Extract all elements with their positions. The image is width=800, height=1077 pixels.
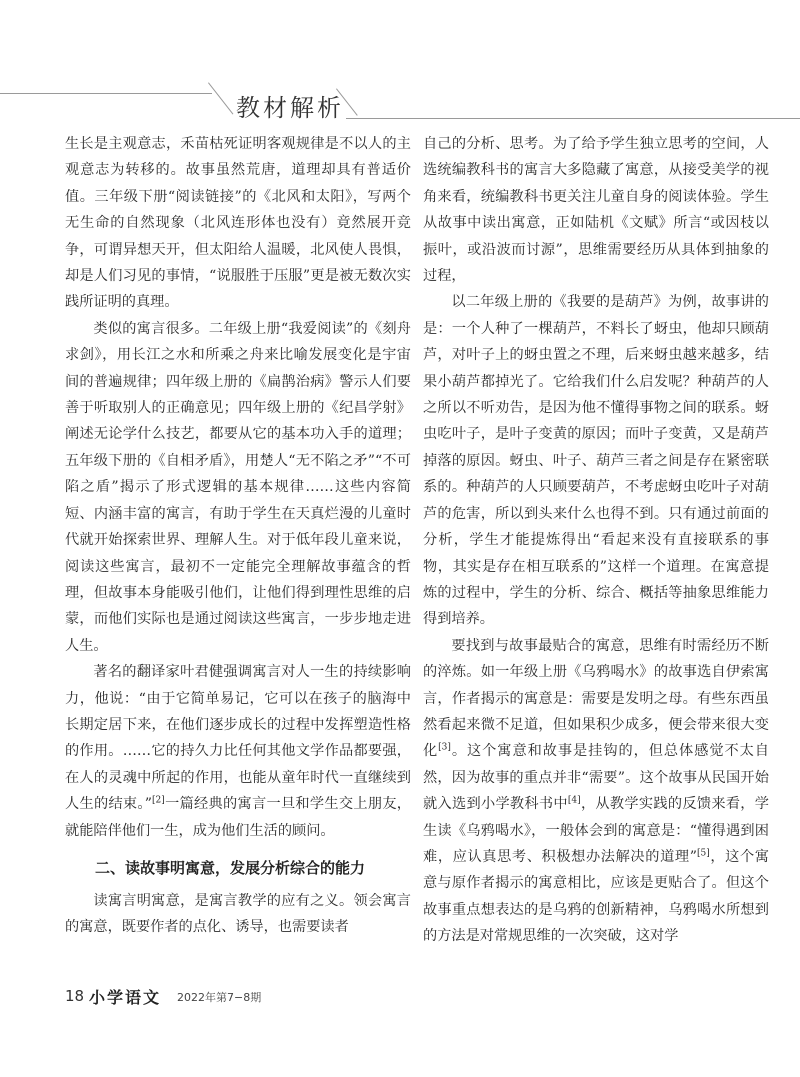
paragraph-text: ，从教学实践的反馈来看，学生读《乌鸦喝水》，一般体会到的寓意是：“懂得遇到困难，应认真思考、积极想办法解决的道理”: [423, 796, 769, 865]
paragraph: 生长是主观意志，禾苗枯死证明客观规律是不以人的主观意志为转移的。故事虽然荒唐，道理却具有普适价值。三年级下册“阅读链接”的《北风和太阳》，写两个无生命的自然现象（北风连形体也没有）竟然展开竞争，可谓异想天开，但太阳给人温暖，北风使人畏惧，却是人们习见的事情，“说服胜于压服”更是被无数次实践所证明的真理。: [65, 136, 411, 311]
magazine-name: 小学语文: [89, 988, 162, 1007]
left-column: [65, 131, 411, 941]
section-title: 教材解析: [236, 94, 344, 122]
paragraph: [423, 633, 769, 950]
paragraph-text: 。这个寓意和故事是挂钩的，但总体感觉不太自然，因为故事的重点并非“需要”。这个故事从民国开始就入选到小学教科书中: [423, 743, 769, 813]
paragraph: 读寓言明寓意，是寓言教学的应有之义。领会寓言的寓意，既要作者的点化、诱导，也需要读者: [65, 892, 411, 936]
paragraph-text: ，这个寓意与原作者揭示的寓意相比，应该是更贴合了。但这个故事重点想表达的是乌鸦的创新精神，乌鸦喝水所想到的方法是对常规思维的一次突破，这对学: [423, 848, 769, 945]
citation-ref: [5]: [696, 848, 710, 859]
paragraph: 以二年级上册的《我要的是葫芦》为例，故事讲的是：一个人种了一棵葫芦，不料长了蚜虫，他却只顾葫芦，对叶子上的蚜虫置之不理，后来蚜虫越来越多，结果小葫芦都掉光了。它给我们什么启发呢？种葫芦的人之所以不听劝告，是因为他不懂得事物之间的联系。蚜虫吃叶子，是叶子变黄的原因；而叶子变黄，又是葫芦掉落的原因。蚜虫、叶子、葫芦三者之间是存在紧密联系的。种葫芦的人只顾要葫芦，不考虑蚜虫吃叶子对葫芦的危害，所以到头来什么也得不到。只有通过前面的分析，学生才能提炼得出“看起来没有直接联系的事物，其实是存在相互联系的”这样一个道理。在寓意提炼的过程中，学生的分析、综合、概括等抽象思维能力得到培养。: [423, 294, 769, 628]
section-heading: 二、读故事明寓意，发展分析综合的能力: [95, 858, 366, 877]
header-rule-right: [346, 118, 800, 119]
header-rule-left: [0, 93, 212, 94]
paragraph-text: 要找到与故事最贴合的寓意，思维有时需经历不断的淬炼。如一年级上册《乌鸦喝水》的故事选自伊索寓言，作者揭示的寓意是：需要是发明之母。有些东西虽然看起来微不足道，但如果积少成多，便会带来很大变化: [423, 637, 769, 760]
issue-label: 2022年第7−8期: [177, 991, 262, 1004]
right-column: [423, 131, 769, 950]
paragraph: 自己的分析、思考。为了给予学生独立思考的空间，人选统编教科书的寓言大多隐藏了寓意，从接受美学的视角来看，统编教科书更关注儿童自身的阅读体验。学生从故事中读出寓意，正如陆机《文赋》所言“或因枝以振叶，或沿波而讨源”，思维需要经历从具体到抽象的过程，: [423, 136, 769, 285]
citation-ref: [3]: [438, 742, 451, 753]
page-number: 18: [65, 987, 85, 1005]
paragraph: 类似的寓言很多。二年级上册“我爱阅读”的《刻舟求剑》，用长江之水和所乘之舟来比喻发展变化是宇宙间的普遍规律；四年级上册的《扁鹊治病》警示人们要善于听取别人的正确意见；四年级上册的《纪昌学射》阐述无论学什么技艺，都要从它的基本功入手的道理；五年级下册的《自相矛盾》，用楚人“无不陷之矛”“不可陷之盾”揭示了形式逻辑的基本规律……这些内容简短、内涵丰富的寓言，有助于学生在天真烂漫的儿童时代就开始探索世界、理解人生。对于低年段儿童来说，阅读这些寓言，最初不一定能完全理解故事蕴含的哲理，但故事本身能吸引他们，让他们得到理性思维的启蒙，而他们实际也是通过阅读这些寓言，一步步地走进人生。: [65, 320, 411, 654]
header-slash-left: [208, 82, 233, 114]
paragraph-text: 一篇经典的寓言一旦和学生交上朋友，就能陪伴他们一生，成为他们生活的顾问。: [65, 796, 411, 839]
paragraph-text: 著名的翻译家叶君健强调寓言对人一生的持续影响力，他说：“由于它简单易记，它可以在孩子的脑海中长期定居下来，在他们逐步成长的过程中发挥塑造性格的作用。……它的持久力比任何其他文学作品都要强，在人的灵魂中所起的作用，也能从童年时代一直继续到人生的结束。”: [65, 664, 411, 813]
citation-ref: [4]: [567, 795, 581, 806]
citation-ref: [2]: [152, 795, 165, 806]
paragraph: [65, 659, 411, 844]
